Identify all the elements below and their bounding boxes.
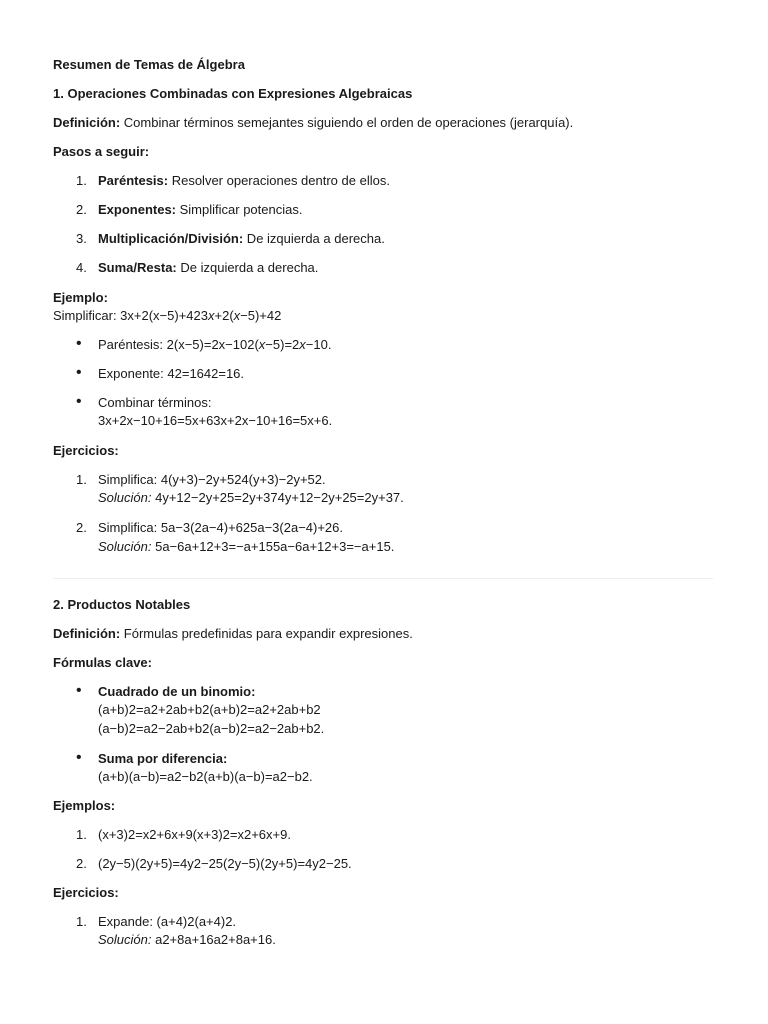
example-item: (x+3)2=x2+6x+9(x+3)2=x2+6x+9.	[98, 827, 291, 842]
example-item: (2y−5)(2y+5)=4y2−25(2y−5)(2y+5)=4y2−25.	[98, 856, 352, 871]
step-item: Paréntesis: Resolver operaciones dentro de ellos.	[98, 173, 390, 188]
exercise-number: 1.	[76, 472, 87, 487]
combine-line: 3x+2x−10+16=5x+63x+2x−10+16=5x+6.	[98, 413, 333, 428]
exercise-number: 1.	[76, 914, 87, 929]
combine-label: Combinar términos:	[98, 395, 212, 410]
example-number: 2.	[76, 856, 87, 871]
exercise-solution: Solución: 5a−6a+12+3=−a+155a−6a+12+3=−a+15.	[98, 539, 395, 554]
example-bullet: Paréntesis: 2(x−5)=2x−102(x−5)=2x−10.	[98, 337, 332, 352]
step-number: 4.	[76, 260, 87, 275]
steps-label: Pasos a seguir:	[53, 144, 150, 159]
bullet-icon: •	[76, 393, 82, 410]
formulas-label: Fórmulas clave:	[53, 655, 152, 670]
exercises-label: Ejercicios:	[53, 885, 119, 900]
step-number: 2.	[76, 202, 87, 217]
step-number: 1.	[76, 173, 87, 188]
section-1-definition: Definición: Combinar términos semejantes siguiendo el orden de operaciones (jerarquía).	[53, 115, 574, 130]
section-2-definition: Definición: Fórmulas predefinidas para expandir expresiones.	[53, 626, 413, 641]
document-title: Resumen de Temas de Álgebra	[53, 57, 245, 72]
exercise-problem: Simplifica: 4(y+3)−2y+524(y+3)−2y+52.	[98, 472, 326, 487]
bullet-icon: •	[76, 364, 82, 381]
step-item: Multiplicación/División: De izquierda a derecha.	[98, 231, 385, 246]
example-number: 1.	[76, 827, 87, 842]
step-item: Exponentes: Simplificar potencias.	[98, 202, 303, 217]
section-2-heading: 2. Productos Notables	[53, 597, 191, 612]
example-label: Ejemplo:	[53, 290, 108, 305]
section-1-heading: 1. Operaciones Combinadas con Expresiones Algebraicas	[53, 86, 413, 101]
exercise-solution: Solución: a2+8a+16a2+8a+16.	[98, 932, 276, 947]
examples-label: Ejemplos:	[53, 798, 116, 813]
step-number: 3.	[76, 231, 87, 246]
exercise-number: 2.	[76, 520, 87, 535]
example-expression: Simplificar: 3x+2(x−5)+423x+2(x−5)+42	[53, 308, 282, 323]
section-divider	[53, 578, 713, 579]
exercise-problem: Simplifica: 5a−3(2a−4)+625a−3(2a−4)+26.	[98, 520, 344, 535]
bullet-icon: •	[76, 749, 82, 766]
exercise-solution: Solución: 4y+12−2y+25=2y+374y+12−2y+25=2y+37.	[98, 490, 404, 505]
formula-label: Cuadrado de un binomio:	[98, 684, 256, 699]
formula-line: (a−b)2=a2−2ab+b2(a−b)2=a2−2ab+b2.	[98, 721, 325, 736]
formula-line: (a+b)(a−b)=a2−b2(a+b)(a−b)=a2−b2.	[98, 769, 313, 784]
bullet-icon: •	[76, 682, 82, 699]
bullet-icon: •	[76, 335, 82, 352]
step-item: Suma/Resta: De izquierda a derecha.	[98, 260, 319, 275]
example-bullet: Exponente: 42=1642=16.	[98, 366, 245, 381]
formula-line: (a+b)2=a2+2ab+b2(a+b)2=a2+2ab+b2	[98, 702, 321, 717]
exercises-label: Ejercicios:	[53, 443, 119, 458]
exercise-problem: Expande: (a+4)2(a+4)2.	[98, 914, 237, 929]
formula-label: Suma por diferencia:	[98, 751, 228, 766]
